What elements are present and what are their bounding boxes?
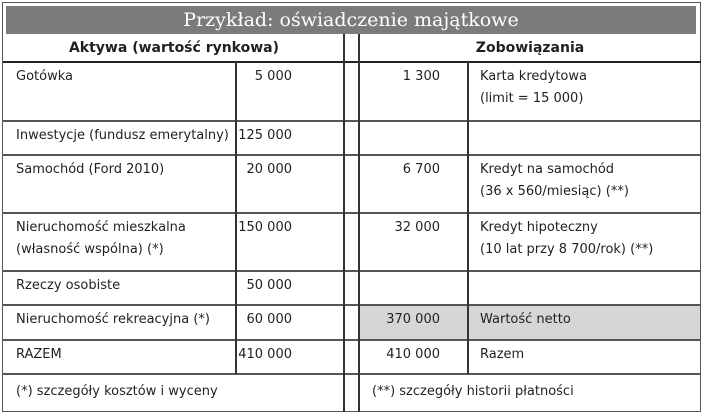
- liability-label: Kredyt hipoteczny: [480, 220, 598, 235]
- divider: [467, 62, 469, 374]
- asset-value: 20 000: [246, 162, 292, 177]
- divider: [3, 120, 701, 122]
- liability-label-detail: (36 x 560/miesiąc) (**): [480, 184, 629, 199]
- net-worth-label: Wartość netto: [468, 305, 700, 340]
- liability-value: 6 700: [402, 162, 440, 177]
- liability-row-car-loan: [468, 155, 700, 213]
- liability-label-detail: (10 lat przy 8 700/rok) (**): [480, 242, 654, 257]
- asset-label: Nieruchomość rekreacyjna (*): [16, 312, 210, 327]
- asset-label: Rzeczy osobiste: [16, 278, 121, 293]
- divider: [3, 270, 701, 272]
- liability-value: [360, 271, 468, 305]
- liability-label: Karta kredytowa: [480, 69, 587, 84]
- liabilities-header: Zobowiązania: [475, 40, 585, 56]
- asset-row-car: [4, 155, 236, 213]
- liability-total-value: 410 000: [386, 347, 440, 362]
- liability-total-label: Razem: [480, 347, 525, 362]
- assets-header: Aktywa (wartość rynkowa): [68, 40, 280, 56]
- asset-row-total: [4, 340, 236, 374]
- liability-label-detail: (limit = 15 000): [480, 91, 584, 106]
- asset-row-personal: [4, 271, 236, 305]
- asset-label: Samochód (Ford 2010): [16, 162, 165, 177]
- liability-row-empty: [468, 121, 700, 155]
- asset-row-cash: [4, 62, 236, 121]
- asset-label: Nieruchomość mieszkalna: [16, 220, 186, 235]
- net-worth-value: 370 000: [360, 305, 468, 340]
- liability-row-empty: [468, 271, 700, 305]
- asset-value: 5 000: [254, 69, 292, 84]
- liability-label: Kredyt na samochód: [480, 162, 615, 177]
- asset-label: Gotówka: [16, 69, 73, 84]
- divider: [3, 339, 701, 341]
- asset-value: 410 000: [238, 347, 292, 362]
- liability-value: 32 000: [394, 220, 440, 235]
- table-title: Przykład: oświadczenie majątkowe: [6, 6, 696, 34]
- divider: [358, 34, 360, 412]
- liability-value: 1 300: [402, 69, 440, 84]
- divider: [3, 154, 701, 156]
- asset-value: 150 000: [238, 220, 292, 235]
- asset-row-home: [4, 213, 236, 271]
- asset-row-investments: [4, 121, 236, 155]
- asset-label: RAZEM: [16, 347, 62, 362]
- asset-value: 50 000: [246, 278, 292, 293]
- liability-row-credit-card: [468, 62, 700, 121]
- divider: [3, 373, 701, 375]
- divider: [3, 61, 701, 63]
- liabilities-footnote: (**) szczegóły historii płatności: [372, 384, 574, 399]
- asset-label-detail: (własność wspólna) (*): [16, 242, 164, 257]
- assets-footnote: (*) szczegóły kosztów i wyceny: [16, 384, 218, 399]
- asset-value: 60 000: [246, 312, 292, 327]
- divider: [235, 62, 237, 374]
- divider: [3, 304, 701, 306]
- divider: [3, 212, 701, 214]
- asset-row-recreational: [4, 305, 236, 340]
- liability-row-mortgage: [468, 213, 700, 271]
- divider: [343, 34, 345, 412]
- asset-label: Inwestycje (fundusz emerytalny): [16, 128, 229, 143]
- liability-value: [360, 121, 468, 155]
- asset-value: 125 000: [238, 128, 292, 143]
